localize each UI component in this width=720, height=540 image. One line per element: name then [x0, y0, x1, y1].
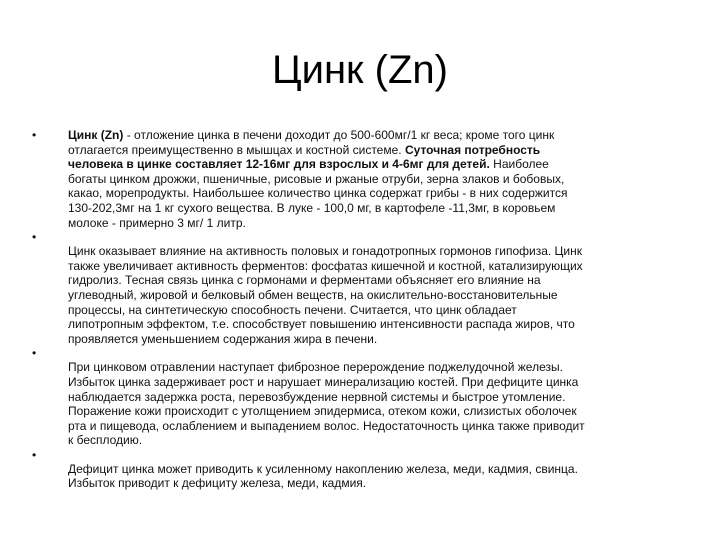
body-text: также увеличивает активность ферментов: фосфатаз кишечной и костной, катализирующих — [68, 258, 583, 273]
body-text: Наиболее — [489, 157, 549, 172]
text-line — [68, 476, 676, 491]
body-text: Цинк оказывает влияние на активность половых и гонадотропных гормонов гипофиза. Цинк — [68, 244, 582, 259]
slide-title: Цинк (Zn) — [272, 48, 448, 92]
text-line — [68, 186, 676, 201]
text-line — [68, 172, 676, 187]
bullet-marker: • — [32, 230, 37, 245]
text-line — [68, 404, 676, 419]
text-line — [68, 143, 676, 158]
list-item — [32, 346, 676, 448]
body-text: Поражение кожи происходит с утолщением эпидермиса, отеком кожи, слизистых оболочек — [68, 404, 577, 419]
text-line — [68, 317, 676, 332]
text-line — [68, 332, 676, 347]
body-text: При цинковом отравлении наступает фиброзное перерождение поджелудочной железы. — [68, 360, 563, 375]
body-text: 130-202,3мг на 1 кг сухого вещества. В луке - 100,0 мг, в картофеле -11,3мг, в коровьем — [68, 200, 556, 215]
body-text: молоке - примерно 3 мг/ 1 литр. — [68, 215, 246, 230]
bullet-marker: • — [32, 346, 37, 361]
body-text: Избыток приводит к дефициту железа, меди, кадмия. — [68, 476, 367, 491]
text-line — [68, 390, 676, 405]
list-item — [32, 128, 676, 230]
body-text: процессы, на синтетическую способность печени. Считается, что цинк обладает — [68, 302, 517, 317]
body-text: Дефицит цинка может приводить к усиленному накоплению железа, меди, кадмия, свинца. — [68, 461, 578, 476]
bold-text: Цинк (Zn) — [68, 128, 124, 142]
body-text: гидролиз. Тесная связь цинка с гормонами и ферментами объясняет его влияние на — [68, 273, 541, 288]
bullet-list — [32, 128, 676, 491]
text-line — [68, 462, 676, 477]
body-text: отлагается преимущественно в мышцах и костной системе. — [68, 142, 405, 157]
body-text: Избыток цинка задерживает рост и нарушает минерализацию костей. При дефиците цинка — [68, 374, 579, 389]
text-line — [68, 157, 676, 172]
text-line — [68, 433, 676, 448]
text-line — [68, 303, 676, 318]
text-line — [68, 288, 676, 303]
body-text: - отложение цинка в печени доходит до 500-600мг/1 кг веса; кроме того цинк — [123, 128, 555, 142]
text-line — [68, 259, 676, 274]
text-line — [68, 419, 676, 434]
list-item — [32, 230, 676, 346]
body-text: углеводный, жировой и белковый обмен веществ, на окислительно-восстановительные — [68, 287, 558, 302]
body-text: наблюдается задержка роста, перевозбуждение нервной системы и быстрое утомление. — [68, 389, 566, 404]
body-text: богаты цинком дрожжи, пшеничные, рисовые и ржаные отруби, зерна злаков и бобовых, — [68, 171, 565, 186]
text-line — [68, 375, 676, 390]
bullet-marker: • — [32, 128, 37, 142]
text-line — [68, 360, 676, 375]
body-text: рта и пищевода, ослаблением и выпадением волос. Недостаточность цинка также приводит — [68, 418, 585, 433]
bold-text: Суточная потребность — [404, 142, 541, 157]
text-line — [68, 273, 676, 288]
body-text: липотропным эффектом, т.е. способствует повышению интенсивности распада жиров, что — [68, 317, 575, 332]
list-item — [32, 447, 676, 491]
bullet-marker: • — [32, 447, 37, 462]
text-line — [68, 128, 676, 143]
body-text: к бесплодию. — [68, 433, 143, 448]
body-text: проявляется уменьшением содержания жира в печени. — [68, 331, 378, 346]
bold-text: человека в цинке составляет 12-16мг для взрослых и 4-6мг для детей. — [68, 157, 490, 172]
body-text: какао, морепродукты. Наибольшее количество цинка содержат грибы - в них содержится — [68, 186, 568, 201]
text-line — [68, 216, 676, 231]
text-line — [68, 244, 676, 259]
text-line — [68, 201, 676, 216]
